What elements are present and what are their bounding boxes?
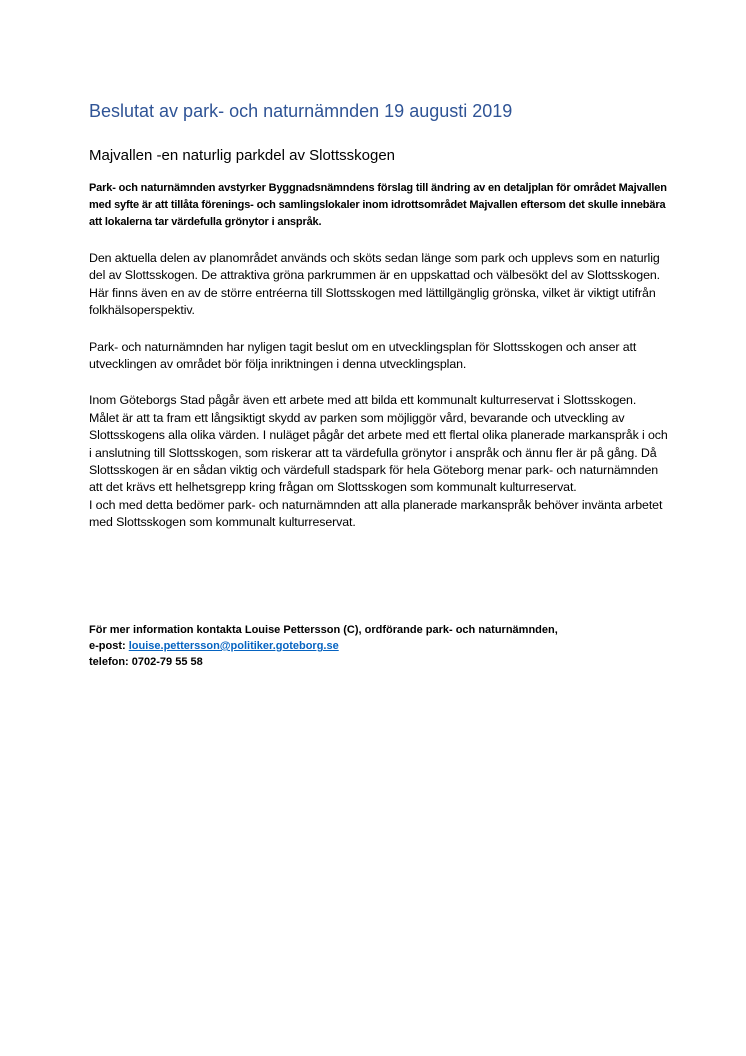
contact-line: För mer information kontakta Louise Pettersson (C), ordförande park- och naturnämnden,	[89, 624, 558, 636]
phone-line: telefon: 0702-79 55 58	[89, 656, 203, 668]
page-title: Beslutat av park- och naturnämnden 19 augusti 2019	[89, 101, 513, 121]
page-subtitle: Majvallen -en naturlig parkdel av Slottsskogen	[89, 147, 395, 164]
body-paragraph: Inom Göteborgs Stad pågår även ett arbete med att bilda ett kommunalt kulturreservat i Slottsskogen. Målet är att ta fram ett långsiktigt skydd av parken som möjliggör vård, bevarande och utveckling av Slottsskogens alla olika värden. I nuläget pågår det arbete med ett flertal olika planerade markanspråk i och i anslutning till Slottsskogen, som riskerar att ta värdefulla grönytor i anspråk och ännu fler är på gång. Då Slottsskogen är en sådan viktig och värdefull stadspark för hela Göteborg menar park- och naturnämnden att det krävs ett helhetsgrepp kring frågan om Slottsskogen som kommunalt kulturreservat.	[89, 393, 668, 495]
document-body	[89, 98, 669, 532]
contact-info	[89, 622, 669, 670]
email-label: e-post:	[89, 640, 129, 652]
email-link[interactable]: louise.pettersson@politiker.goteborg.se	[128, 640, 339, 652]
body-paragraph: I och med detta bedömer park- och naturnämnden att alla planerade markanspråk behöver invänta arbetet med Slottsskogen som kommunalt kulturreservat.	[89, 497, 663, 530]
email-line	[89, 638, 669, 654]
body-paragraph: Park- och naturnämnden har nyligen tagit beslut om en utvecklingsplan för Slottsskogen och anser att utvecklingen av området bör följa inriktningen i denna utvecklingsplan.	[89, 339, 637, 372]
body-paragraph: Den aktuella delen av planområdet används och sköts sedan länge som park och upplevs som en naturlig del av Slottsskogen. De attraktiva gröna parkrummen är en uppskattad och välbesökt del av Slottsskogen. Här finns även en av de större entréerna till Slottsskogen med lättillgänglig grönska, vilket är viktigt utifrån folkhälsoperspektiv.	[89, 251, 661, 318]
lead-paragraph: Park- och naturnämnden avstyrker Byggnadsnämndens förslag till ändring av en detaljplan för området Majvallen med syfte är att tillåta förenings- och samlingslokaler inom idrottsområdet Majvallen eftersom det skulle innebära att lokalerna tar värdefulla grönytor i anspråk.	[89, 182, 667, 228]
